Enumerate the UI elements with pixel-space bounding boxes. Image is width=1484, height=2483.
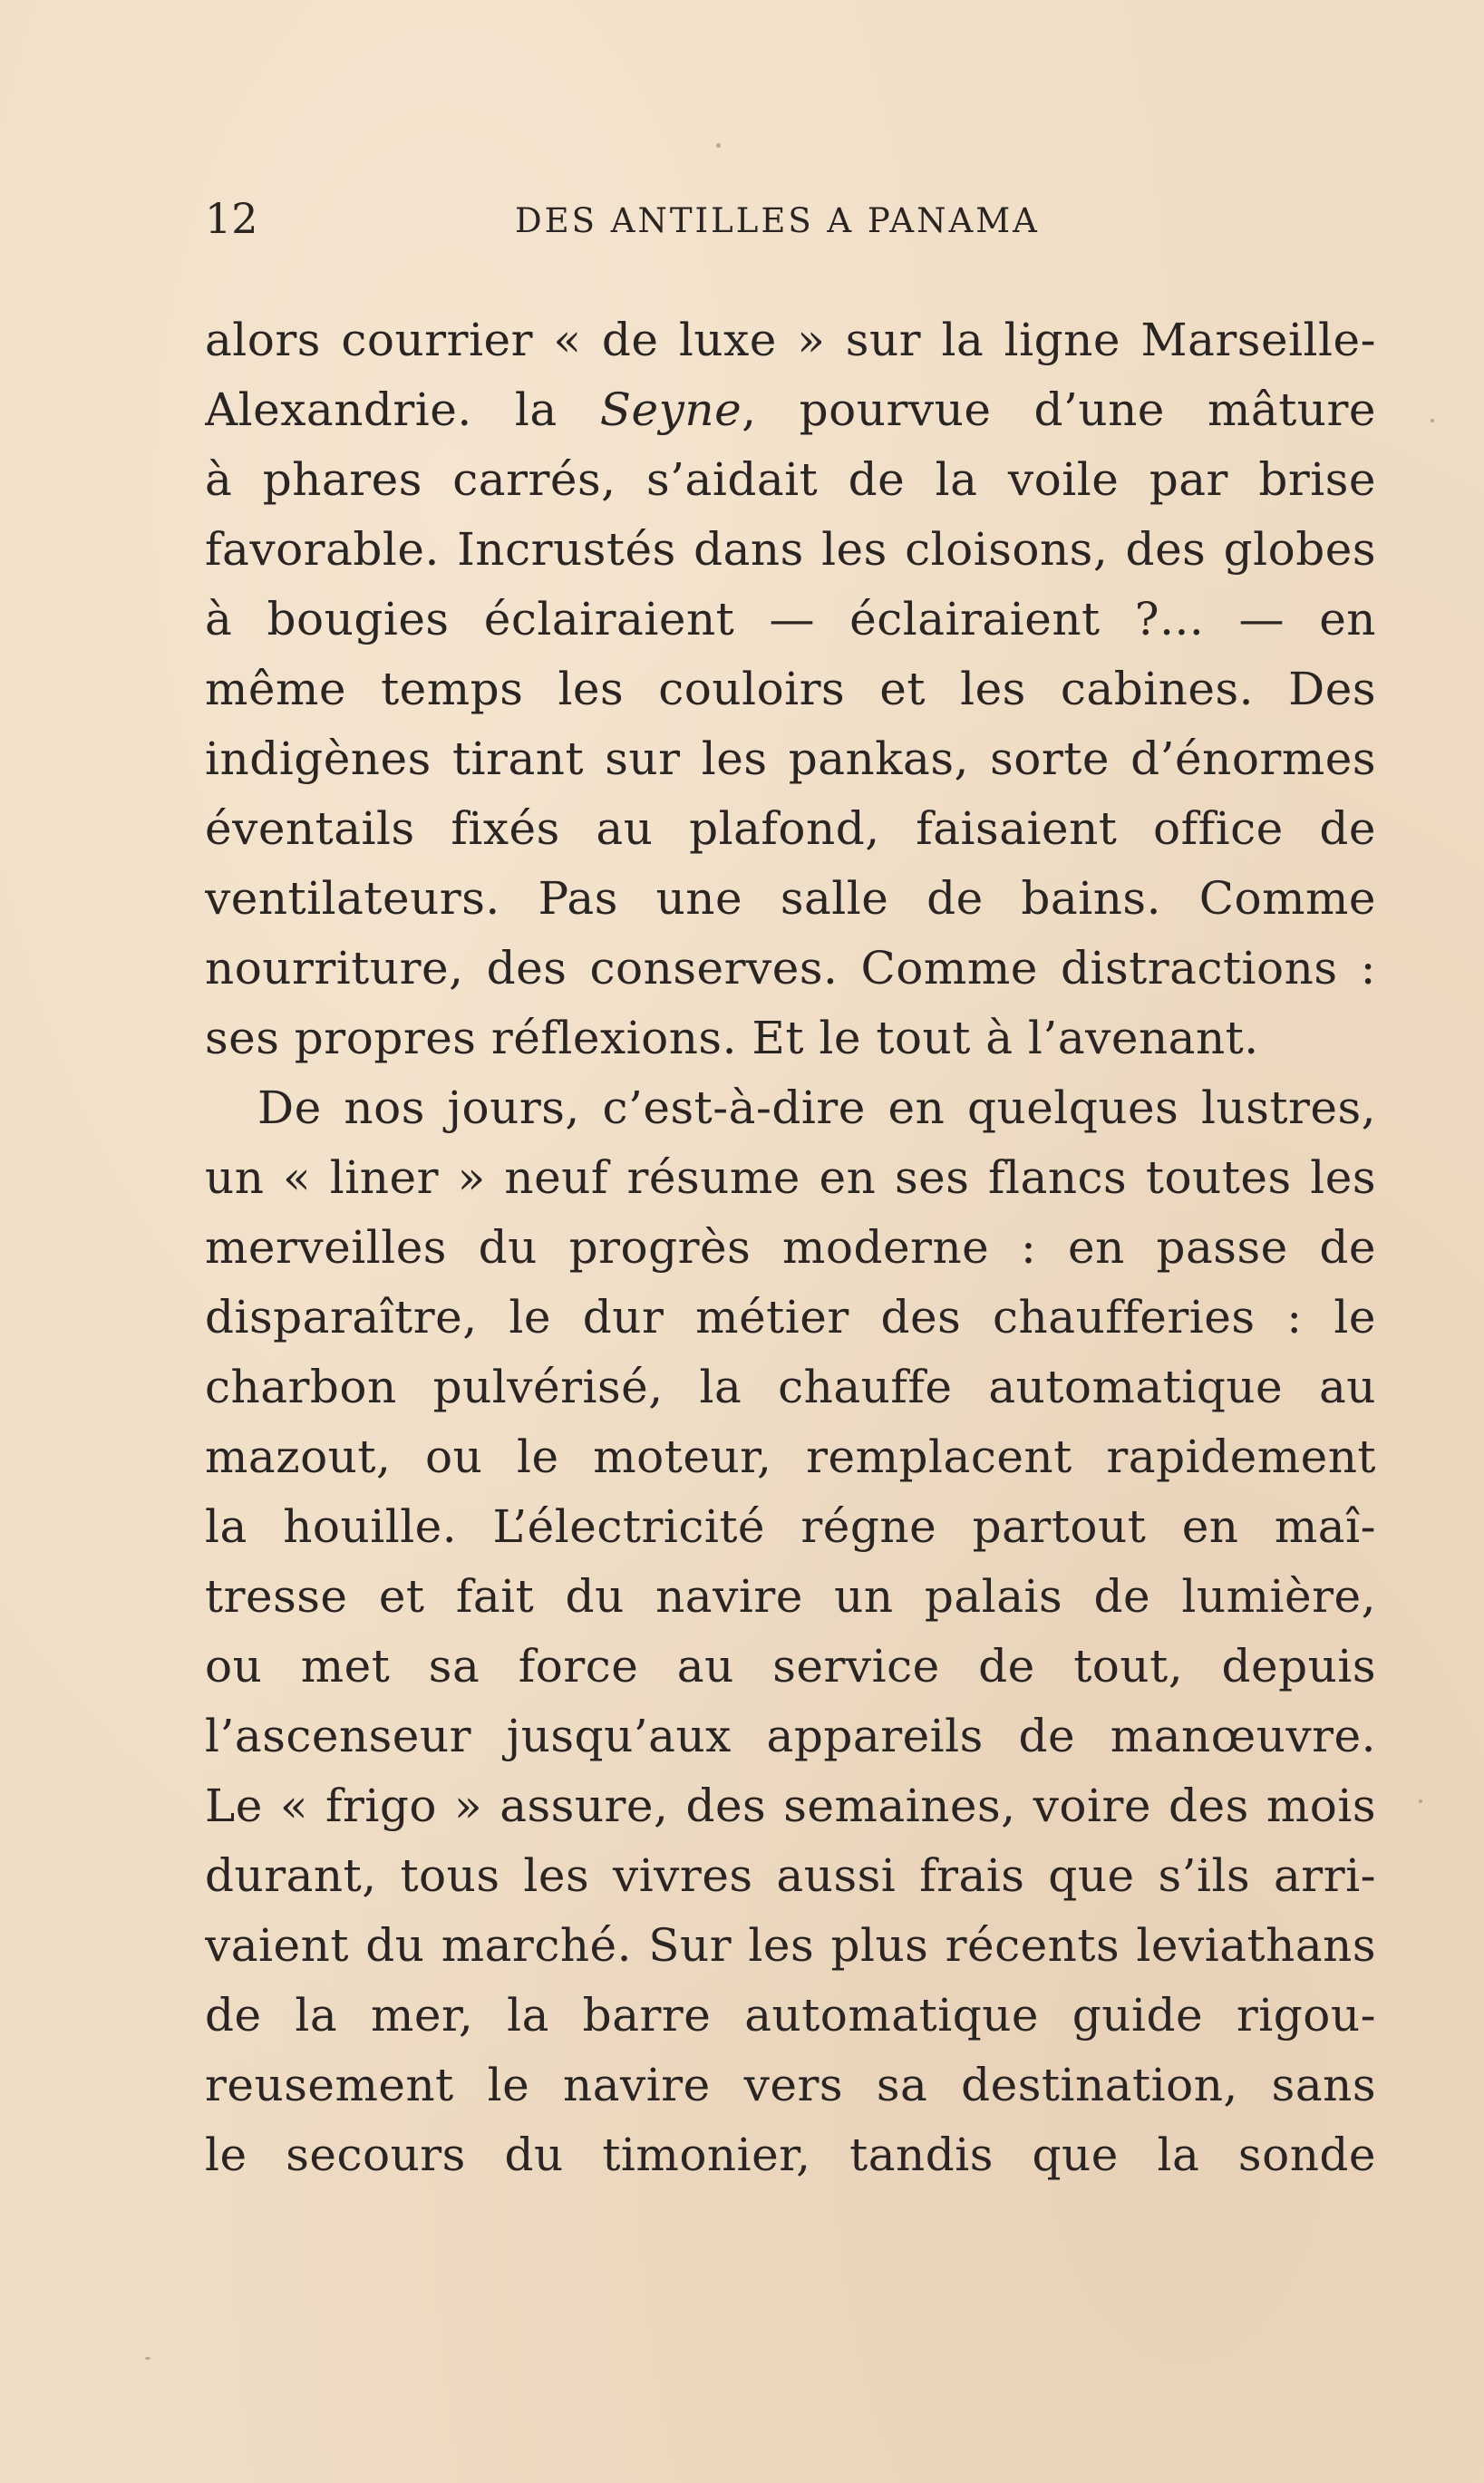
text-line: indigènes tirant sur les pankas, sorte d’énormes [205,732,1376,785]
text-line: à phares carrés, s’aidait de la voile par brise [205,453,1376,506]
text-line: charbon pulvérisé, la chauffe automatique au [205,1361,1376,1413]
text-line: ses propres réflexions. Et le tout à l’avenant. [205,1012,1259,1064]
text-segment: Alexandrie. la [205,383,600,436]
text-line: de la mer, la barre automatique guide rigou- [205,1989,1376,2042]
text-line: ventilateurs. Pas une salle de bains. Comme [205,872,1376,925]
text-line: favorable. Incrustés dans les cloisons, des globes [205,523,1376,576]
text-line: tresse et fait du navire un palais de lumière, [205,1570,1376,1623]
text-line: alors courrier « de luxe » sur la ligne Marseille- [205,314,1376,366]
paper-speck [1419,1799,1422,1803]
running-title: DES ANTILLES A PANAMA [515,201,1040,240]
text-line: même temps les couloirs et les cabines. Des [205,663,1376,715]
text-line: l’ascenseur jusqu’aux appareils de manœuvre. [205,1710,1376,1762]
text-line: durant, tous les vivres aussi frais que s’ils arri- [205,1849,1376,1902]
text-line: ou met sa force au service de tout, depuis [205,1640,1376,1693]
text-segment: , pourvue d’une mâture [742,383,1376,436]
paper-speck [716,143,721,148]
text-line: nourriture, des conserves. Comme distractions : [205,942,1376,994]
text-line: disparaître, le dur métier des chaufferies : le [205,1291,1376,1343]
text-line: un « liner » neuf résume en ses flancs toutes les [205,1151,1376,1204]
ship-name: Seyne [599,383,742,436]
text-line: le secours du timonier, tandis que la sonde [205,2129,1376,2181]
text-line: éventails fixés au plafond, faisaient office de [205,802,1376,855]
text-line: merveilles du progrès moderne : en passe de [205,1221,1376,1274]
text-line: De nos jours, c’est-à-dire en quelques lustres, [257,1081,1376,1134]
text-line: Le « frigo » assure, des semaines, voire des mois [205,1780,1376,1832]
paper-speck [1431,419,1434,422]
text-line: vaient du marché. Sur les plus récents leviathans [205,1919,1376,1972]
paper-speck [145,2357,150,2360]
text-line [205,375,1376,445]
running-head [205,194,1376,248]
text-line: la houille. L’électricité régne partout en maî- [205,1500,1376,1553]
text-line: à bougies éclairaient — éclairaient ?... — en [205,593,1376,645]
body-text [205,306,1376,2190]
text-line: mazout, ou le moteur, remplacent rapidement [205,1431,1376,1483]
text-line: reusement le navire vers sa destination, sans [205,2059,1376,2111]
page-number: 12 [205,194,258,243]
